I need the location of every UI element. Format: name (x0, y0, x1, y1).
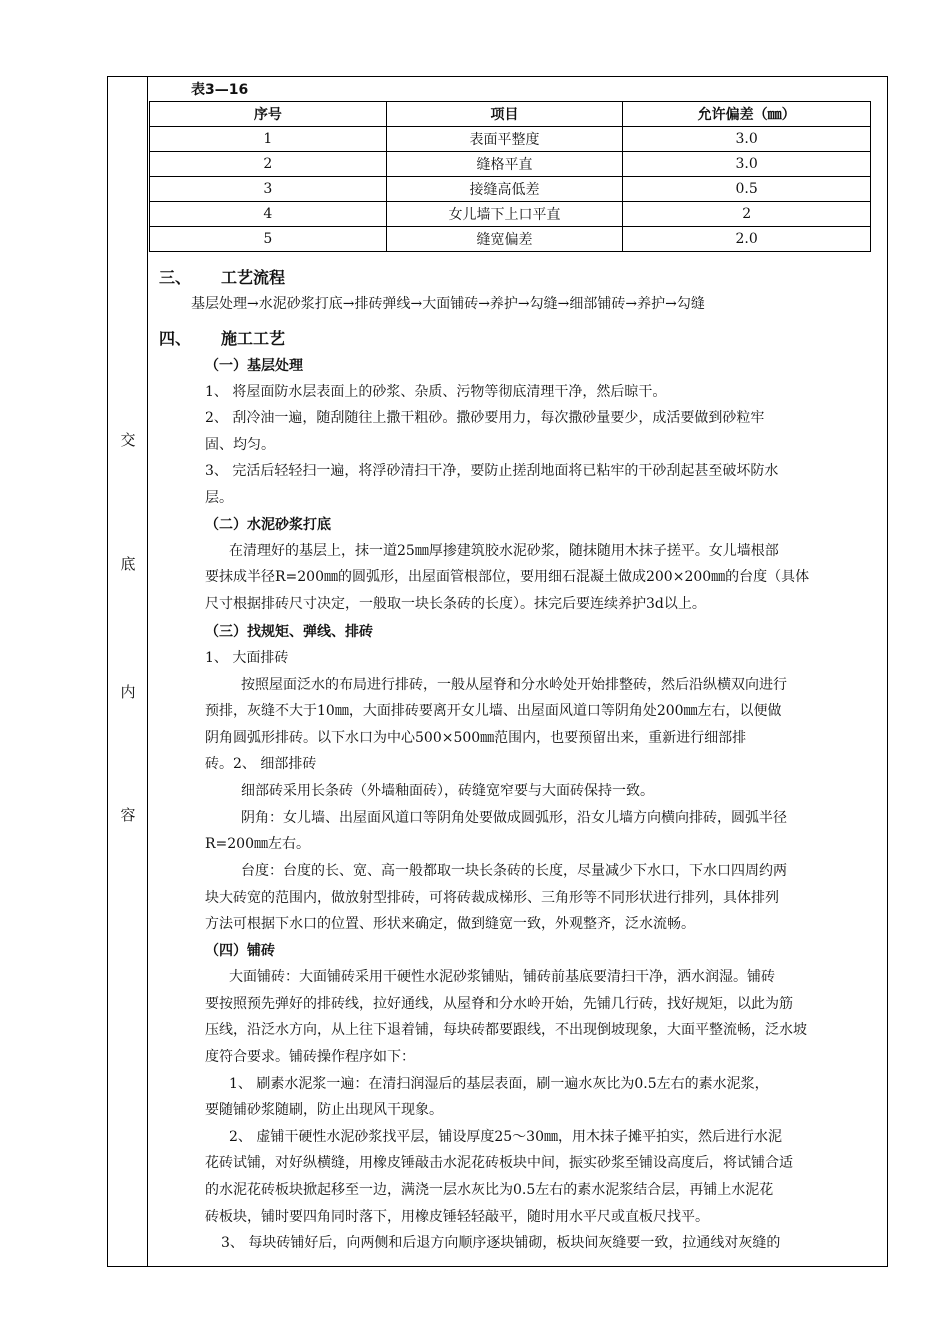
table-row (150, 177, 871, 202)
paragraph-line: 方法可根据下水口的位置、形状来确定，做到缝宽一致，外观整齐，泛水流畅。 (205, 916, 695, 932)
paragraph-line: 3、 每块砖铺好后，向两侧和后退方向顺序逐块铺砌，板块间灰缝要一致，拉通线对灰缝的 (221, 1235, 781, 1251)
subsection-heading: （四）铺砖 (205, 943, 275, 959)
side-label-char: 底 (120, 555, 136, 573)
table-cell: 接缝高低差 (386, 177, 623, 202)
table-cell: 缝格平直 (386, 152, 623, 177)
content-area (149, 77, 887, 1266)
paragraph-line: 大面铺砖：大面铺砖采用干硬性水泥砂浆铺贴，铺砖前基底要清扫干净，洒水润湿。铺砖 (229, 969, 775, 985)
document-frame (107, 76, 888, 1267)
table-cell: 4 (150, 202, 387, 227)
table-cell: 表面平整度 (386, 127, 623, 152)
table-row (150, 202, 871, 227)
side-label-char: 容 (120, 806, 136, 824)
paragraph-line: 2、 刮冷油一遍，随刮随往上撒干粗砂。撒砂要用力，每次撒砂量要少，成活要做到砂粒牢 (205, 410, 765, 426)
table-header: 允许偏差（㎜） (623, 102, 871, 127)
paragraph-line: 的水泥花砖板块掀起移至一边，满浇一层水灰比为0.5左右的素水泥浆结合层，再铺上水泥花 (205, 1182, 774, 1198)
side-label-char: 交 (120, 431, 136, 449)
section-number: 三、 (159, 268, 192, 287)
table-cell: 1 (150, 127, 387, 152)
paragraph-line: 压线，沿泛水方向，从上往下退着铺，每块砖都要跟线，不出现倒坡现象，大面平整流畅，泛水坡 (205, 1022, 807, 1038)
table-row (150, 127, 871, 152)
paragraph-line: 要按照预先弹好的排砖线，拉好通线，从屋脊和分水岭开始，先铺几行砖，找好规矩，以此为筋 (205, 996, 793, 1012)
table-cell: 2 (623, 202, 871, 227)
section-4-heading (159, 326, 285, 353)
process-flow: 基层处理→水泥砂浆打底→排砖弹线→大面铺砖→养护→勾缝→细部铺砖→养护→勾缝 (191, 296, 705, 312)
table-cell: 3.0 (623, 127, 871, 152)
paragraph-line: 细部砖采用长条砖（外墙釉面砖），砖缝宽窄要与大面砖保持一致。 (241, 783, 654, 799)
paragraph-line: 固、均匀。 (205, 437, 275, 453)
table-cell: 5 (150, 227, 387, 252)
table-header: 项目 (386, 102, 623, 127)
paragraph-line: 要抹成半径R=200㎜的圆弧形，出屋面管根部位，要用细石混凝土做成200×200㎜的台度（具体 (205, 569, 810, 585)
paragraph-line: 1、 大面排砖 (205, 650, 289, 666)
table-cell: 3.0 (623, 152, 871, 177)
paragraph-line: 阴角圆弧形排砖。以下水口为中心500×500㎜范围内，也要预留出来，重新进行细部排 (205, 730, 747, 746)
table-cell: 3 (150, 177, 387, 202)
paragraph-line: 要随铺砂浆随刷，防止出现风干现象。 (205, 1102, 443, 1118)
paragraph-line: 尺寸根据排砖尺寸决定，一般取一块长条砖的长度）。抹完后要连续养护3d以上。 (205, 596, 706, 612)
paragraph-line: 块大砖宽的范围内，做放射型排砖，可将砖裁成梯形、三角形等不同形状进行排列，具体排列 (205, 890, 779, 906)
paragraph-line: 按照屋面泛水的布局进行排砖，一般从屋脊和分水岭处开始排整砖，然后沿纵横双向进行 (241, 677, 787, 693)
paragraph-line: 预排，灰缝不大于10㎜，大面排砖要离开女儿墙、出屋面风道口等阴角处200㎜左右，以便做 (205, 703, 782, 719)
table-cell: 2.0 (623, 227, 871, 252)
paragraph-line: 台度：台度的长、宽、高一般都取一块长条砖的长度，尽量减少下水口，下水口四周约两 (241, 863, 787, 879)
table-row (150, 227, 871, 252)
paragraph-line: 砖板块，铺时要四角同时落下，用橡皮锤轻轻敲平，随时用水平尺或直板尺找平。 (205, 1209, 709, 1225)
section-title: 施工工艺 (221, 329, 286, 348)
paragraph-line: 阴角：女儿墙、出屋面风道口等阴角处要做成圆弧形，沿女儿墙方向横向排砖，圆弧半径 (241, 810, 787, 826)
table-header-row (150, 102, 871, 127)
table-cell: 0.5 (623, 177, 871, 202)
section-number: 四、 (159, 329, 192, 348)
paragraph-line: 3、 完活后轻轻扫一遍，将浮砂清扫干净，要防止搓刮地面将已粘牢的干砂刮起甚至破坏防水 (205, 463, 779, 479)
section-3-heading (159, 265, 285, 292)
subsection-heading: （二）水泥砂浆打底 (205, 517, 331, 533)
paragraph-line: 2、 虚铺干硬性水泥砂浆找平层，铺设厚度25～30㎜，用木抹子摊平拍实，然后进行水泥 (229, 1129, 782, 1145)
table-row (150, 152, 871, 177)
tolerance-table (149, 101, 871, 252)
table-header: 序号 (150, 102, 387, 127)
paragraph-line: 度符合要求。铺砖操作程序如下： (205, 1049, 415, 1065)
paragraph-line: 1、 将屋面防水层表面上的砂浆、杂质、污物等彻底清理干净，然后晾干。 (205, 384, 667, 400)
side-label-char: 内 (120, 683, 136, 701)
table-cell: 女儿墙下上口平直 (386, 202, 623, 227)
paragraph-line: 在清理好的基层上，抹一道25㎜厚掺建筑胶水泥砂浆，随抹随用木抹子搓平。女儿墙根部 (229, 543, 779, 559)
subsection-heading: （一）基层处理 (205, 358, 303, 374)
side-label-column (108, 77, 148, 1266)
subsection-heading: （三）找规矩、弹线、排砖 (205, 624, 373, 640)
paragraph-line: 1、 刷素水泥浆一遍：在清扫润湿后的基层表面，刷一遍水灰比为0.5左右的素水泥浆， (229, 1076, 769, 1092)
table-cell: 缝宽偏差 (386, 227, 623, 252)
paragraph-line: 花砖试铺，对好纵横缝，用橡皮锤敲击水泥花砖板块中间，振实砂浆至铺设高度后，将试铺合适 (205, 1155, 793, 1171)
paragraph-line: 砖。2、 细部排砖 (205, 756, 317, 772)
table-cell: 2 (150, 152, 387, 177)
paragraph-line: R=200㎜左右。 (205, 836, 310, 852)
paragraph-line: 层。 (205, 490, 233, 506)
section-title: 工艺流程 (221, 268, 286, 287)
table-caption: 表3—16 (191, 82, 249, 98)
